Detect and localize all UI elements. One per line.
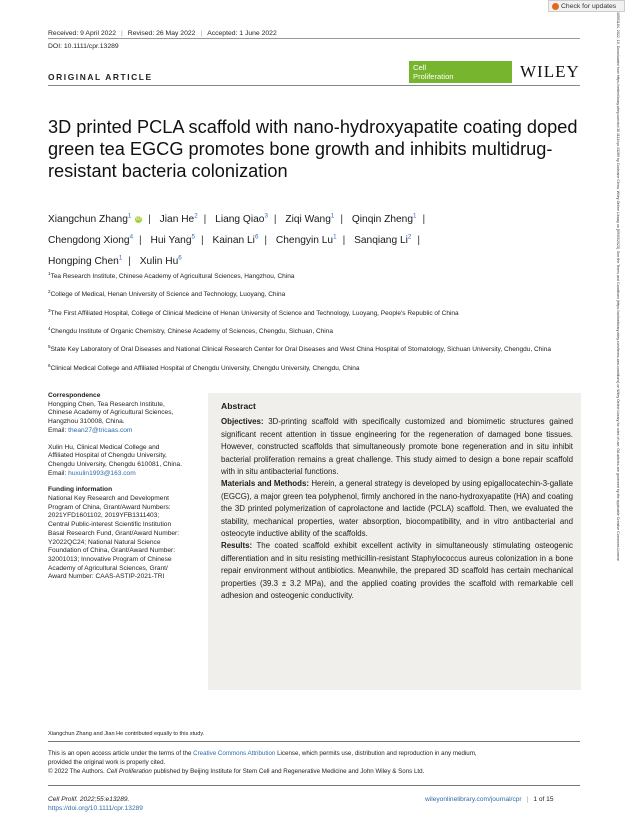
author[interactable]: Xulin Hu$^6$	[139, 254, 182, 268]
author[interactable]: Chengyin Lu$^1$	[275, 233, 337, 247]
correspondence-column	[48, 392, 203, 582]
footer-citation	[48, 795, 143, 814]
author[interactable]: Jian He$^2$	[159, 213, 198, 226]
affiliation: $^5$State Key Laboratory of Oral Diseases and National Clinical Research Center for Oral Diseases and West China Hospital of Stomatology, Sichuan University, Chengdu, China	[48, 344, 551, 354]
divider	[48, 741, 580, 742]
funding-text: National Key Research and Development Program of China, Grant/Award Numbers: 2021YFD1601102, 2019YFB1311403; Central Public-interest Scientific Institution Basal Research Fund, Grant/Award Number: Y2022QC24; National Natural Science Foundation of China, Grant/Award Number: 32001013; Innovative Program of Chinese Academy of Agricultural Sciences, Grant/ Award Number: CAAS-ASTIP-2021-TRI	[48, 495, 180, 581]
abstract-heading: Abstract	[221, 401, 256, 411]
crossmark-icon	[552, 3, 559, 10]
author[interactable]: Hongping Chen$^1$	[48, 254, 123, 268]
article-title: 3D printed PCLA scaffold with nano-hydroxyapatite coating doped green tea EGCG promotes bone growth and inhibits multidrug-resistant bacteria colonization	[48, 117, 578, 181]
author[interactable]: Xiangchun Zhang$^1$ iD	[48, 213, 142, 226]
affiliation: $^4$Chengdu Institute of Organic Chemistry, Chinese Academy of Sciences, Chengdu, Sichuan, China	[48, 326, 333, 336]
license-link[interactable]: Creative Commons Attribution	[193, 750, 276, 757]
affiliation: $^2$College of Medical, Henan University of Science and Technology, Luoyang, China	[48, 289, 286, 299]
journal-logo-line2: Proliferation	[413, 72, 454, 81]
affiliation: $^1$Tea Research Institute, Chinese Academy of Agricultural Sciences, Hangzhou, China	[48, 271, 295, 281]
download-banner: 16591184, 2022, 10, Downloaded from https://onlinelibrary.wiley.com/doi/10.1111/cpr.13289 by Cochrane China, Wiley Online Library on [09/03/2023]. See the Terms and Conditions (https://onlinelibrary.wiley.com/terms-and-conditions) on Wiley Online Library for rules of use; OA articles are governed by the applicable Creative Commons License	[616, 12, 620, 561]
accepted-date: Accepted: 1 June 2022	[207, 30, 277, 37]
received-date: Received: 9 April 2022	[48, 30, 117, 37]
affiliation: $^6$Clinical Medical College and Affiliated Hospital of Chengdu University, Chengdu University, Chengdu, China	[48, 362, 360, 372]
license-notice: This is an open access article under the terms of the Creative Commons Attribution License, which permits use, distribution and reproduction in any medium, provided the original work is properly cited. © 2022 The Authors. Cell Proliferation published by Beijing Institute for Stem Cell and Regenerative Medicine and John Wiley & Sons Ltd.	[48, 750, 477, 775]
author[interactable]: Sanqiang Li$^2$	[354, 233, 412, 247]
email-link[interactable]: huxulin1993@163.com	[68, 469, 136, 477]
contact-block: Xulin Hu, Clinical Medical College and Affiliated Hospital of Chengdu University, Chengdu University, Chengdu 610081, China. Email: huxulin1993@163.com	[48, 443, 183, 477]
email-link[interactable]: thean27@tricaas.com	[68, 426, 133, 434]
abstract-results: Results: The coated scaffold exhibit excellent activity in simultaneously stimulating osteogenic differentiation and in situ resisting methicillin-resistant Staphylococcus aureus colonization in a bone repair environment without antibiotics. Meanwhile, the prepared 3D scaffold has certain mechanical properties (39.3 ± 3.2 MPa), and the applied coating provides the scaffold with remarkable cell adhesion and osteogenic conductivity.	[221, 541, 573, 601]
check-for-updates-button[interactable]	[548, 0, 625, 12]
author-list: Xiangchun Zhang$^1$ iD | Jian He$^2$ | Liang Qiao$^3$ | Ziqi Wang$^1$ | Qinqin Zheng$^1$ | Chengdong Xiong$^4$ | Hui Yang$^5$ | Kainan Li$^6$ | Chengyin Lu$^1$ | Sanqiang Li$^2$ | Hongping Chen$^1$ | Xulin Hu$^6$	[48, 213, 426, 268]
citation-text: Cell Prolif. 2022;55:e13289.	[48, 796, 130, 803]
divider	[48, 85, 580, 86]
funding-heading: Funding information	[48, 486, 113, 494]
revised-date: Revised: 26 May 2022	[127, 30, 196, 37]
author[interactable]: Hui Yang$^5$	[150, 233, 195, 247]
article-doi: DOI: 10.1111/cpr.13289	[48, 43, 119, 50]
author[interactable]: Chengdong Xiong$^4$	[48, 233, 134, 247]
journal-site-link[interactable]: wileyonlinelibrary.com/journal/cpr	[425, 796, 522, 803]
doi-link[interactable]: https://doi.org/10.1111/cpr.13289	[48, 805, 143, 813]
divider	[48, 38, 580, 39]
footer-right: wileyonlinelibrary.com/journal/cpr | 1 of 15	[425, 796, 554, 803]
author[interactable]: Qinqin Zheng$^1$	[351, 213, 417, 226]
correspondence-heading: Correspondence	[48, 392, 101, 399]
orcid-icon[interactable]: iD	[136, 216, 142, 223]
journal-logo-line1: Cell	[413, 63, 427, 72]
abstract	[221, 400, 573, 603]
author[interactable]: Liang Qiao$^3$	[215, 213, 268, 226]
abstract-objectives: Objectives: 3D-printing scaffold with specifically customized and biomimetic structures gained significant recent attention in tissue engineering for the regeneration of damaged bone tissues. However, constructed scaffolds that simultaneously promote bone regeneration and in situ inhibit bacterial proliferation remains a great challenge. This study aimed to design a bone repair scaffold with in situ antibacterial functions.	[221, 417, 574, 477]
contact-block: Hongping Chen, Tea Research Institute, Chinese Academy of Agricultural Sciences, Hangzhou 310008, China. Email: thean27@tricaas.com	[48, 400, 174, 434]
page-number: 1 of 15	[533, 796, 554, 803]
author[interactable]: Kainan Li$^6$	[212, 233, 259, 247]
article-type: ORIGINAL ARTICLE	[48, 72, 153, 82]
author[interactable]: Ziqi Wang$^1$	[285, 213, 335, 226]
affiliations	[48, 270, 588, 380]
divider	[48, 785, 580, 786]
journal-logo	[409, 61, 512, 83]
affiliation: $^3$The First Affiliated Hospital, College of Clinical Medicine of Henan University of Science and Technology, Luoyang, People's Republic of China	[48, 307, 459, 317]
abstract-methods: Materials and Methods: Herein, a general strategy is developed by using epigallocatechin-3-gallate (EGCG), a major green tea polyphenol, firmly anchored in the nano-hydroxyapatite (HA) and coating the 3D printed polymerization of caprolactone and lactide (PCLA) scaffold. Then, we evaluated the stability, mechanical properties, water absorption, biocompatibility, and in vitro antibacterial and osteocyte inductive ability of the scaffolds.	[221, 479, 573, 539]
check-updates-label: Check for updates	[561, 2, 617, 10]
publisher-logo: WILEY	[520, 62, 580, 81]
contribution-note: Xiangchun Zhang and Jian He contributed equally to this study.	[48, 731, 205, 737]
article-dates: Received: 9 April 2022 | Revised: 26 May 2022 | Accepted: 1 June 2022	[48, 30, 277, 37]
